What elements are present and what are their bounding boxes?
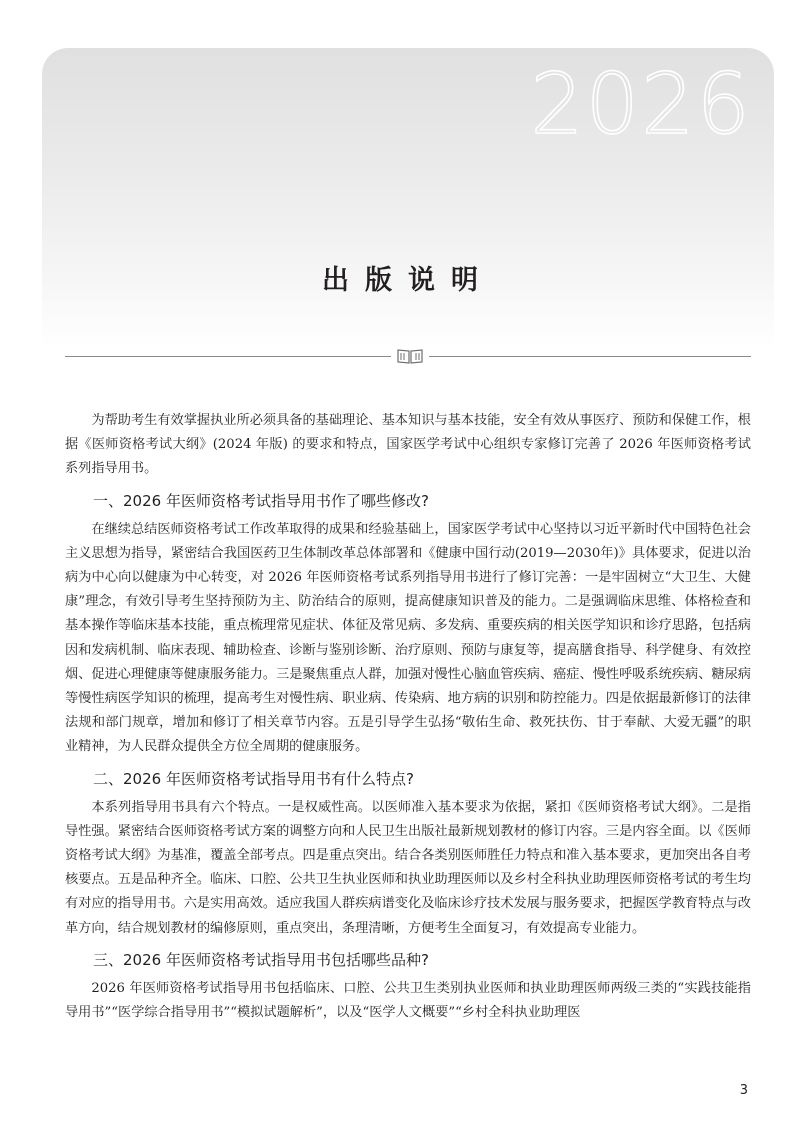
section-heading-3: 三、2026 年医师资格考试指导用书包括哪些品种? bbox=[93, 950, 429, 969]
section-heading-2: 二、2026 年医师资格考试指导用书有什么特点? bbox=[93, 769, 414, 788]
body-content bbox=[65, 409, 751, 1025]
page-title: 出版说明 bbox=[322, 265, 494, 296]
title-divider bbox=[65, 346, 751, 366]
divider-line-left bbox=[65, 356, 391, 357]
intro-paragraph: 为帮助考生有效掌握执业所必须具备的基础理论、基本知识与基本技能，安全有效从事医疗、预防和保健工作，根据《医师资格考试大纲》(2024 年版) 的要求和特点，国家医学考试中心组织专家修订完善了 2026 年医师资格考试系列指导用书。 bbox=[65, 413, 751, 477]
section-1-paragraph: 在继续总结医师资格考试工作改革取得的成果和经验基础上，国家医学考试中心坚持以习近平新时代中国特色社会主义思想为指导，紧密结合我国医药卫生体制改革总体部署和《健康中国行动(2019—2030年)》具体要求，促进以治病为中心向以健康为中心转变，对 2026 年医师资格考试系列指导用书进行了修订完善：一是牢固树立“大卫生、大健康”理念，有效引导考生坚持预防为主、防治结合的原则，提高健康知识普及的能力。二是强调临床思维、体格检查和基本操作等临床基本技能，重点梳理常见症状、体征及常见病、多发病、重要疾病的相关医学知识和诊疗思路，包括病因和发病机制、临床表现、辅助检查、诊断与鉴别诊断、治疗原则、预防与康复等，提高膳食指导、科学健身、有效控烟、促进心理健康等健康服务能力。三是聚焦重点人群，加强对慢性心脑血管疾病、癌症、慢性呼吸系统疾病、糖尿病等慢性病医学知识的梳理，提高考生对慢性病、职业病、传染病、地方病的识别和防控能力。四是依据最新修订的法律法规和部门规章，增加和修订了相关章节内容。五是引导学生弘扬“敬佑生命、救死扶伤、甘于奉献、大爱无疆”的职业精神，为人民群众提供全方位全周期的健康服务。 bbox=[65, 521, 751, 755]
year-watermark: 2026 bbox=[530, 55, 752, 153]
divider-line-right bbox=[429, 356, 751, 357]
section-heading-1: 一、2026 年医师资格考试指导用书作了哪些修改? bbox=[93, 491, 429, 510]
header-band bbox=[42, 48, 774, 348]
section-2-paragraph: 本系列指导用书具有六个特点。一是权威性高。以医师准入基本要求为依据，紧扣《医师资格考试大纲》。二是指导性强。紧密结合医师资格考试方案的调整方向和人民卫生出版社最新规划教材的修订内容。三是内容全面。以《医师资格考试大纲》为基准，覆盖全部考点。四是重点突出。结合各类别医师胜任力特点和准入基本要求，更加突出各自考核要点。五是品种齐全。临床、口腔、公共卫生执业医师和执业助理医师以及乡村全科执业助理医师资格考试的考生均有对应的指导用书。六是实用高效。适应我国人群疾病谱变化及临床诊疗技术发展与服务要求，把握医学教育特点与改革方向，结合规划教材的编修原则，重点突出，条理清晰，方便考生全面复习，有效提高专业能力。 bbox=[65, 799, 751, 936]
open-book-icon bbox=[395, 346, 425, 366]
page-number: 3 bbox=[739, 1083, 748, 1098]
section-3-paragraph: 2026 年医师资格考试指导用书包括临床、口腔、公共卫生类别执业医师和执业助理医师两级三类的“实践技能指导用书”“医学综合指导用书”“模拟试题解析”，以及“医学人文概要”“乡村全科执业助理医 bbox=[65, 980, 751, 1021]
